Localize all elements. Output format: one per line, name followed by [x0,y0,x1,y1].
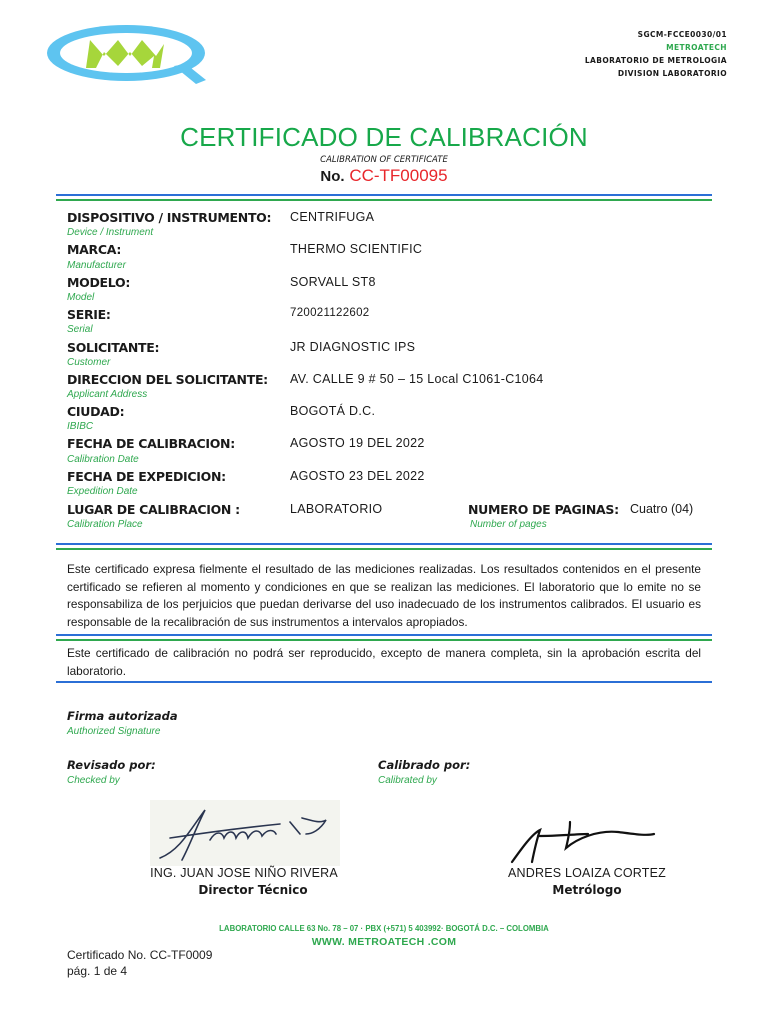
field-label: FECHA DE EXPEDICION: [67,469,226,484]
field-label: CIUDAD: [67,404,125,419]
divider [56,543,712,545]
field-value: THERMO SCIENTIFIC [290,242,423,256]
checked-label: Revisado por: [67,758,156,772]
field-value: LABORATORIO [290,502,383,516]
divider [56,634,712,636]
field-value: AGOSTO 19 DEL 2022 [290,436,425,450]
field-sub: Customer [67,357,111,368]
metroatech-logo [46,22,210,88]
field-value: AGOSTO 23 DEL 2022 [290,469,425,483]
field-label: SOLICITANTE: [67,340,160,355]
field-sub: Calibration Place [67,519,143,530]
divider [56,639,712,641]
field-label: SERIE: [67,307,111,322]
field-value: CENTRIFUGA [290,210,375,224]
field-label: MODELO: [67,275,131,290]
field-value: SORVALL ST8 [290,275,376,289]
field-value: JR DIAGNOSTIC IPS [290,340,416,354]
certificate-number-label: No. [320,168,345,185]
calibrated-label: Calibrado por: [378,758,471,772]
divider [56,194,712,196]
divider [56,199,712,201]
metrologist-name: ANDRES LOAIZA CORTEZ [508,866,666,880]
footer-website: WWW. METROATECH .COM [311,936,457,948]
page-number: pág. 1 de 4 [67,964,128,978]
field-value: AV. CALLE 9 # 50 – 15 Local C1061-C1064 [290,372,544,386]
field-label: LUGAR DE CALIBRACION : [67,502,240,517]
field-label: DISPOSITIVO / INSTRUMENTO: [67,210,272,225]
metrologist-role: Metrólogo [552,883,622,897]
certificate-number-value: CC-TF00095 [349,166,448,185]
field-sub: Model [67,292,95,303]
director-role: Director Técnico [198,883,308,897]
field-label: MARCA: [67,242,122,257]
field-sub: Manufacturer [67,260,126,271]
certificate-number [0,166,768,186]
pages-label: NUMERO DE PAGINAS: [468,502,619,517]
authorized-sub: Authorized Signature [67,726,161,737]
field-sub: Device / Instrument [67,227,154,238]
field-sub: Applicant Address [67,389,148,400]
signature-metrologist [508,818,658,866]
divider [56,548,712,550]
field-sub: Calibration Date [67,454,139,465]
field-value: 720021122602 [290,307,370,319]
calibrated-sub: Calibrated by [378,775,437,786]
doc-code: SGCM-FCCE0030/01 [637,30,727,39]
division-name: DIVISION LABORATORIO [617,69,727,78]
field-label: DIRECCION DEL SOLICITANTE: [67,372,268,387]
pages-value: Cuatro (04) [630,502,694,516]
field-label: FECHA DE CALIBRACION: [67,436,235,451]
certificate-title: CERTIFICADO DE CALIBRACIÓN [180,122,588,152]
authorized-label: Firma autorizada [67,709,178,723]
field-sub: Serial [67,324,93,335]
footer-address: LABORATORIO CALLE 63 No. 78 – 07 · PBX (+571) 5 403992· BOGOTÁ D.C. – COLOMBIA [219,924,549,933]
certificate-reference: Certificado No. CC-TF0009 [67,948,213,962]
certificate-subtitle: CALIBRATION OF CERTIFICATE [320,155,448,165]
field-sub: Expedition Date [67,486,138,497]
field-sub: IBIBC [67,421,94,432]
checked-sub: Checked by [67,775,120,786]
reproduction-paragraph: Este certificado de calibración no podrá ser reproducido, excepto de manera completa, sin la aprobación escrita del laboratorio. [67,646,701,678]
disclaimer-paragraph: Este certificado expresa fielmente el resultado de las mediciones realizadas. Los resultados contenidos en el presente certificado se refieren al momento y condiciones en que se realizan las mediciones. El laboratorio que lo emite no se responsabiliza de los perjuicios que puedan derivarse del uso inadecuado de los instrumentos calibrados. El usuario es responsable de la recalibración de sus instrumentos a intervalos apropiados. [67,562,701,629]
pages-sub: Number of pages [470,519,547,530]
company-name: METROATECH [666,43,727,52]
header-info [585,28,727,80]
divider [56,681,712,683]
lab-name: LABORATORIO DE METROLOGIA [584,56,727,65]
signature-director [150,800,340,866]
director-name: ING. JUAN JOSE NIÑO RIVERA [150,866,338,880]
field-value: BOGOTÁ D.C. [290,404,376,418]
